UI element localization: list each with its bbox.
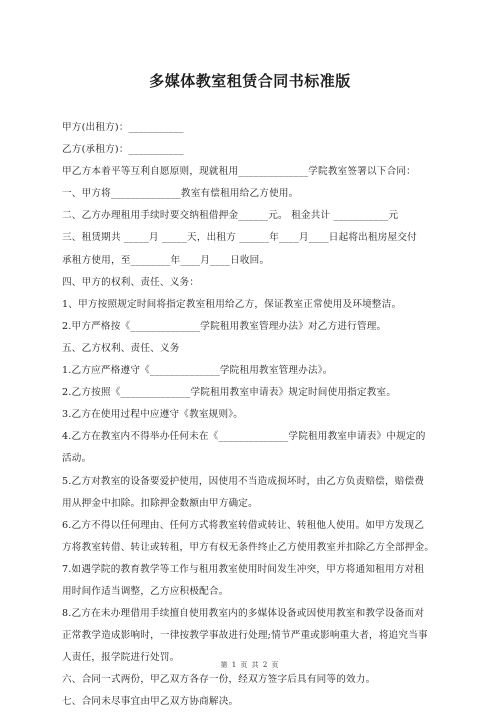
section-5-item-5-cont: 用从押金中扣除。扣除押金数额由甲方确定。 [62, 497, 258, 509]
section-6: 六、合同一式两份，甲乙双方各存一份，经双方签字后具有同等的效力。 [62, 674, 376, 686]
intro-line: 甲乙方本着平等互利自愿原则，现就租用______________学院教室签署以下合同： [62, 166, 416, 178]
contract-body [62, 117, 450, 714]
section-5-item-6-cont: 方将教室转借、转让或转租，甲方有权无条件终止乙方使用教室并扣除乙方全部押金。 [62, 541, 435, 553]
clause-2: 二、乙方办理租用手续时要交纳租借押金______元。 租金共计 ___________元 [62, 210, 399, 222]
party-b-line: 乙方(承租方)：___________ [62, 144, 184, 156]
section-5-item-3: 3.乙方在使用过程中应遵守《教室规则》。 [62, 409, 244, 421]
section-5-item-7: 7.如遇学院的教育教学等工作与租用教室使用时间发生冲突，甲方将通知租用方对租 [62, 563, 425, 575]
document-title: 多媒体教室租赁合同书标准版 [149, 72, 351, 90]
section-5-item-4-cont: 活动。 [62, 453, 92, 465]
page-number: 第 1 页 共 2 页 [220, 661, 280, 669]
party-a-line: 甲方(出租方)：___________ [62, 122, 184, 133]
clause-3: 三、租赁期共 _____月 _____天，出租方 ______年____月____日起将出租房屋交付 [62, 232, 417, 244]
section-5-heading: 五、乙方权利、责任、义务 [62, 342, 180, 354]
section-5-item-8-cont2: 人责任，报学院进行处罚。 [62, 652, 180, 664]
section-5-item-7-cont: 用时间作适当调整，乙方应积极配合。 [62, 585, 229, 597]
clause-1: 一、甲方将______________教室有偿租用给乙方使用。 [62, 188, 299, 200]
section-5-item-2: 2.乙方按照《______________学院租用教室申请表》规定时间使用指定教室。 [62, 387, 397, 399]
section-5-item-5: 5.乙方对教室的设备要爱护使用，因使用不当造成损坏时，由乙方负责赔偿，赔偿费 [62, 475, 425, 487]
section-4-item-2: 2.甲方严格按《______________学院租用教室管理办法》对乙方进行管理。 [62, 320, 387, 332]
section-5-item-6: 6.乙方不得以任何理由、任何方式将教室转借或转让、转租他人使用。如甲方发现乙 [62, 519, 425, 531]
section-5-item-8-cont: 正常教学造成影响时，一律按教学事故进行处理;情节严重或影响重大者，将追究当事 [62, 630, 428, 642]
clause-3-cont: 承租方使用，至________年____月____日收回。 [62, 254, 270, 266]
section-7: 七、合同未尽事宜由甲乙双方协商解决。 [62, 696, 239, 708]
section-5-item-1: 1.乙方应严格遵守《______________学院租用教室管理办法》。 [62, 365, 333, 377]
section-5-item-4: 4.乙方在教室内不得举办任何未在《______________学院租用教室申请表》中规定的 [62, 431, 426, 443]
section-5-item-8: 8.乙方在未办理借用手续擅自使用教室内的多媒体设备或因使用教室和教学设备而对 [62, 608, 425, 620]
section-4-heading: 四、甲方的权利、责任、义务： [62, 276, 200, 288]
section-4-item-1: 1、甲方按照规定时间将指定教室租用给乙方，保证教室正常使用及环境整洁。 [62, 298, 402, 310]
